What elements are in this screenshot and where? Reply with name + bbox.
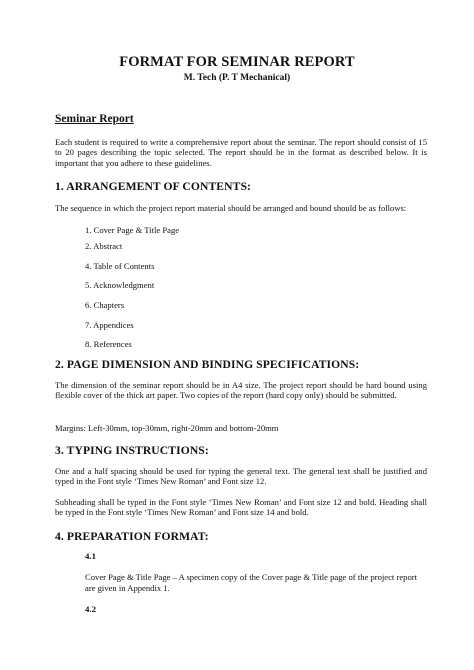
- list-item: 4. Table of Contents: [85, 261, 155, 271]
- section-2-margins: Margins: Left-30mm, top-30mm, right-20mm and bottom-20mm: [55, 423, 279, 433]
- list-item: 7. Appendices: [85, 320, 134, 330]
- section-2-paragraph: The dimension of the seminar report should be in A4 size. The project report should be hard bound using flexible cover of the thick art paper. Two copies of the report (hard copy only) should be submitted.: [55, 380, 427, 401]
- list-item: 5. Acknowledgment: [85, 280, 155, 290]
- section-1-paragraph: The sequence in which the project report material should be arranged and bound should be as follows:: [55, 203, 407, 213]
- intro-paragraph: Each student is required to write a comprehensive report about the seminar. The report should consist of 15 to 20 pages describing the topic selected. The report should be in the format as described below. It is important that you adhere to these guidelines.: [55, 137, 427, 168]
- intro-heading: Seminar Report: [55, 113, 134, 125]
- list-item: 6. Chapters: [85, 300, 125, 310]
- section-1-heading: 1. ARRANGEMENT OF CONTENTS:: [55, 180, 251, 193]
- list-item: 1. Cover Page & Title Page: [85, 225, 180, 235]
- section-2-heading: 2. PAGE DIMENSION AND BINDING SPECIFICATIONS:: [55, 358, 360, 371]
- document-subtitle: M. Tech (P. T Mechanical): [183, 73, 291, 83]
- document-title: FORMAT FOR SEMINAR REPORT: [119, 54, 355, 70]
- section-3-paragraph-2: Subheading shall be typed in the Font style ‘Times New Roman’ and Font size 12 and bold. Heading shall be typed in the Font style ‘Times New Roman’ and Font size 14 and bold.: [55, 497, 427, 518]
- section-4-heading: 4. PREPARATION FORMAT:: [55, 530, 209, 543]
- section-3-paragraph-1: One and a half spacing should be used for typing the general text. The general text shall be justified and typed in the Font style ‘Times New Roman’ and Font size 12.: [55, 466, 427, 487]
- subsection-4-1-number: 4.1: [85, 551, 96, 561]
- subsection-4-2-number: 4.2: [85, 604, 96, 614]
- subsection-4-1-paragraph: Cover Page & Title Page – A specimen copy of the Cover page & Title page of the project report are given in Appendix 1.: [85, 572, 417, 593]
- list-item: 8. References: [85, 339, 132, 349]
- section-3-heading: 3. TYPING INSTRUCTIONS:: [55, 444, 209, 457]
- list-item: 2. Abstract: [85, 241, 123, 251]
